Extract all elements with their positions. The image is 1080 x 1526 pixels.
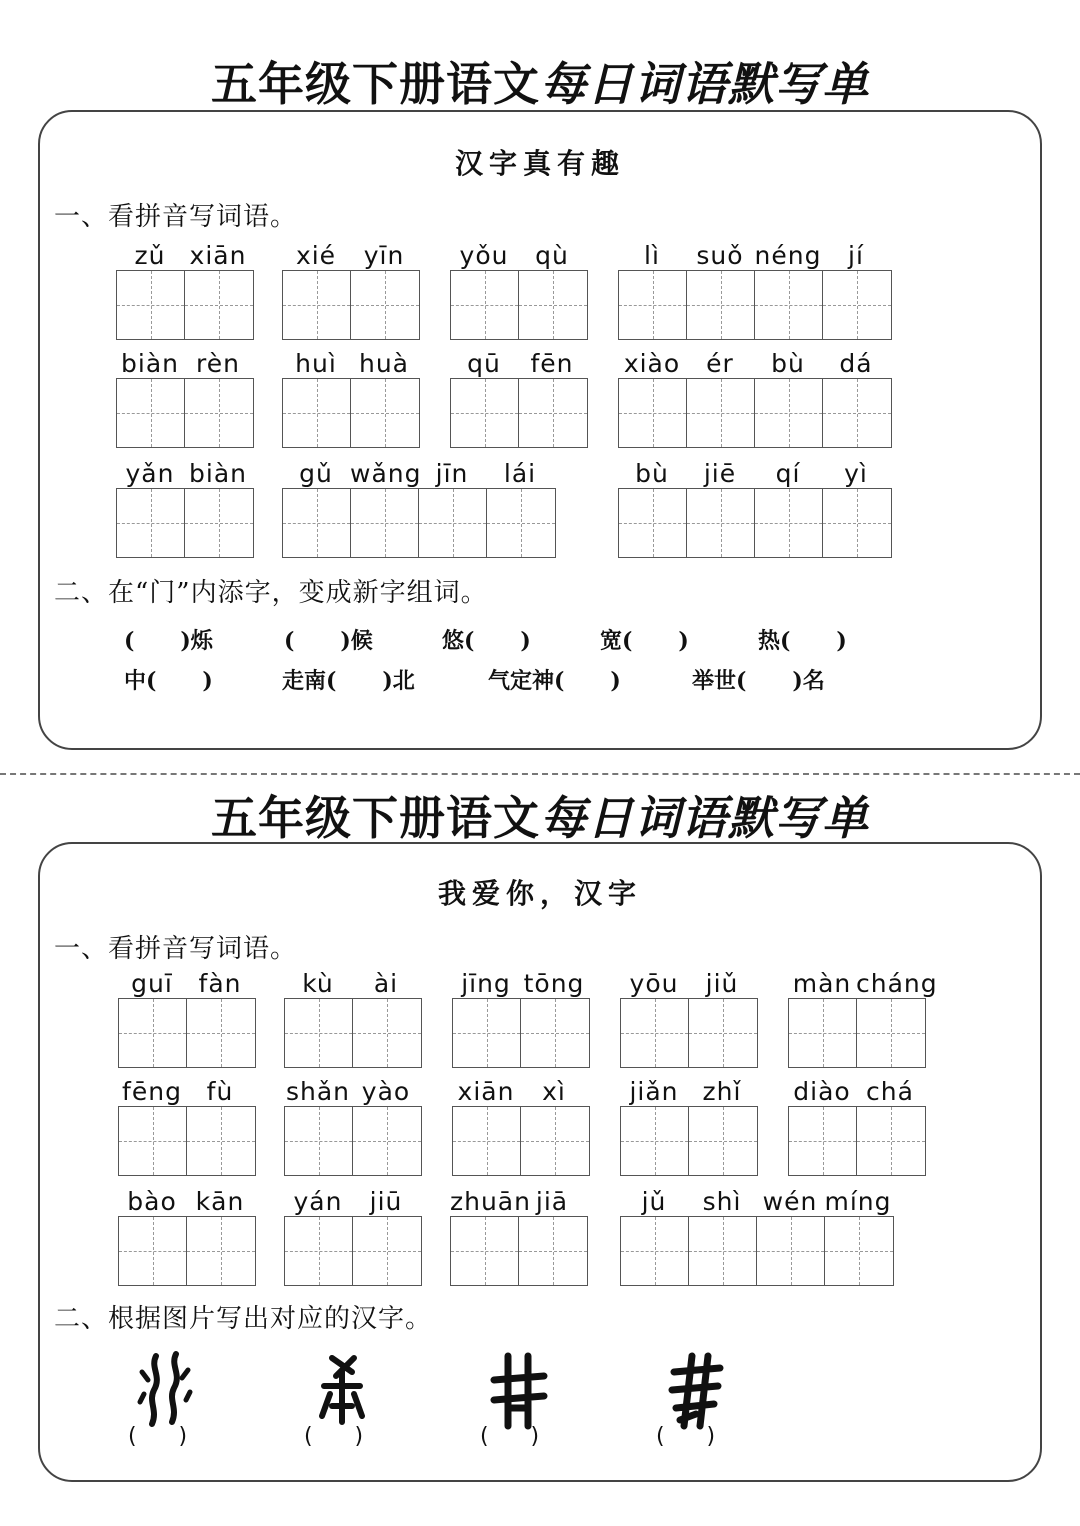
pinyin-syllable: xiān bbox=[457, 1077, 515, 1106]
pinyin-line bbox=[452, 1076, 590, 1106]
pinyin-syllable: xié bbox=[295, 241, 337, 270]
answer-parentheses: ( ) bbox=[304, 1424, 364, 1449]
pinyin-line bbox=[620, 1076, 758, 1106]
writing-cell[interactable] bbox=[117, 271, 185, 339]
writing-cell[interactable] bbox=[519, 379, 587, 447]
writing-cell[interactable] bbox=[117, 379, 185, 447]
page-title bbox=[0, 782, 1080, 848]
writing-cell[interactable] bbox=[353, 999, 421, 1067]
pinyin-syllable: fēng bbox=[122, 1077, 182, 1106]
pinyin-syllable: yì bbox=[844, 459, 868, 488]
pinyin-line bbox=[282, 240, 420, 270]
word-group bbox=[618, 240, 892, 340]
writing-grid bbox=[620, 1216, 894, 1286]
writing-grid bbox=[618, 270, 892, 340]
pinyin-syllable: yōu bbox=[629, 969, 679, 998]
writing-cell[interactable] bbox=[353, 1217, 421, 1285]
pinyin-syllable: néng bbox=[754, 241, 822, 270]
writing-cell[interactable] bbox=[419, 489, 487, 557]
word-group bbox=[788, 1076, 926, 1176]
worksheet-card-2 bbox=[38, 842, 1042, 1482]
pinyin-syllable: shǎn bbox=[285, 1077, 351, 1106]
title-part-a: 五年级下册语文 bbox=[211, 791, 540, 845]
writing-grid bbox=[618, 378, 892, 448]
writing-cell[interactable] bbox=[119, 999, 187, 1067]
pinyin-line bbox=[118, 1076, 256, 1106]
writing-cell[interactable] bbox=[353, 1107, 421, 1175]
word-group bbox=[284, 1076, 422, 1176]
fill-item: ( )候 bbox=[284, 628, 373, 654]
writing-grid bbox=[788, 1106, 926, 1176]
pinyin-syllable: huì bbox=[295, 349, 337, 378]
writing-cell[interactable] bbox=[487, 489, 555, 557]
writing-cell[interactable] bbox=[185, 489, 253, 557]
writing-cell[interactable] bbox=[451, 379, 519, 447]
writing-cell[interactable] bbox=[755, 271, 823, 339]
fill-item: 热( ) bbox=[758, 628, 847, 654]
pinyin-syllable: fàn bbox=[198, 969, 242, 998]
pinyin-syllable: kān bbox=[195, 1187, 245, 1216]
writing-grid bbox=[118, 1216, 256, 1286]
pinyin-syllable: suǒ bbox=[696, 241, 744, 270]
writing-cell[interactable] bbox=[285, 1107, 353, 1175]
writing-cell[interactable] bbox=[789, 999, 857, 1067]
pinyin-syllable: jiū bbox=[369, 1187, 403, 1216]
pinyin-syllable: lì bbox=[644, 241, 660, 270]
writing-grid bbox=[450, 378, 588, 448]
pinyin-syllable: fēn bbox=[530, 349, 574, 378]
pinyin-syllable: màn bbox=[792, 969, 852, 998]
pinyin-line bbox=[282, 348, 420, 378]
writing-grid bbox=[118, 1106, 256, 1176]
word-group bbox=[450, 240, 588, 340]
fill-item: 悠( ) bbox=[442, 628, 531, 654]
writing-cell[interactable] bbox=[283, 271, 351, 339]
writing-grid bbox=[450, 1216, 588, 1286]
writing-cell[interactable] bbox=[451, 1217, 519, 1285]
word-group bbox=[452, 1076, 590, 1176]
section-heading-pinyin: 一、看拼音写词语。 bbox=[54, 934, 298, 964]
pinyin-syllable: bù bbox=[771, 349, 805, 378]
writing-grid bbox=[284, 1106, 422, 1176]
word-group bbox=[620, 1076, 758, 1176]
word-group bbox=[282, 458, 556, 558]
writing-grid bbox=[282, 488, 556, 558]
writing-cell[interactable] bbox=[621, 999, 689, 1067]
pinyin-syllable: jiā bbox=[535, 1187, 569, 1216]
pinyin-syllable: tōng bbox=[523, 969, 585, 998]
writing-cell[interactable] bbox=[621, 1107, 689, 1175]
writing-grid bbox=[284, 1216, 422, 1286]
pinyin-syllable: dá bbox=[839, 349, 873, 378]
pinyin-syllable: zǔ bbox=[134, 241, 166, 270]
word-group bbox=[620, 1186, 894, 1286]
writing-cell[interactable] bbox=[187, 1217, 255, 1285]
pinyin-line bbox=[618, 458, 892, 488]
oracle-well-icon bbox=[478, 1350, 558, 1430]
pinyin-syllable: diào bbox=[793, 1077, 851, 1106]
section-heading-fill: 二、在“门”内添字，变成新字组词。 bbox=[54, 578, 488, 608]
pinyin-line bbox=[450, 1186, 588, 1216]
writing-cell[interactable] bbox=[283, 379, 351, 447]
writing-cell[interactable] bbox=[689, 1107, 757, 1175]
oracle-character-icon bbox=[656, 1350, 736, 1430]
pinyin-syllable: yán bbox=[293, 1187, 343, 1216]
writing-grid bbox=[620, 998, 758, 1068]
writing-cell[interactable] bbox=[619, 379, 687, 447]
word-group bbox=[618, 458, 892, 558]
pinyin-line bbox=[450, 348, 588, 378]
pinyin-syllable: bào bbox=[127, 1187, 177, 1216]
pinyin-syllable: zhuān bbox=[450, 1187, 531, 1216]
answer-parentheses: ( ) bbox=[480, 1424, 540, 1449]
worksheet-card-1 bbox=[38, 110, 1042, 750]
pinyin-line bbox=[118, 968, 256, 998]
pinyin-syllable: guī bbox=[131, 969, 173, 998]
writing-cell[interactable] bbox=[453, 999, 521, 1067]
writing-cell[interactable] bbox=[825, 1217, 893, 1285]
word-group bbox=[282, 240, 420, 340]
title-part-b: 每日词语默写单 bbox=[540, 57, 869, 111]
pinyin-line bbox=[116, 348, 254, 378]
pinyin-line bbox=[282, 458, 556, 488]
writing-cell[interactable] bbox=[823, 379, 891, 447]
cut-line-divider bbox=[0, 773, 1080, 775]
pinyin-syllable: chá bbox=[866, 1077, 914, 1106]
pinyin-syllable: jīn bbox=[435, 459, 469, 488]
pinyin-line bbox=[618, 240, 892, 270]
word-group bbox=[116, 348, 254, 448]
fill-item: 气定神( ) bbox=[488, 668, 621, 694]
writing-cell[interactable] bbox=[285, 999, 353, 1067]
word-group bbox=[116, 458, 254, 558]
writing-cell[interactable] bbox=[621, 1217, 689, 1285]
writing-cell[interactable] bbox=[755, 489, 823, 557]
pinyin-line bbox=[788, 1076, 926, 1106]
fill-item: 中( ) bbox=[124, 668, 213, 694]
pinyin-syllable: cháng bbox=[856, 969, 938, 998]
writing-grid bbox=[282, 270, 420, 340]
writing-cell[interactable] bbox=[857, 1107, 925, 1175]
pinyin-line bbox=[452, 968, 590, 998]
writing-grid bbox=[116, 378, 254, 448]
pinyin-syllable: yǒu bbox=[459, 241, 509, 270]
writing-cell[interactable] bbox=[119, 1217, 187, 1285]
word-group bbox=[618, 348, 892, 448]
writing-cell[interactable] bbox=[687, 489, 755, 557]
writing-cell[interactable] bbox=[823, 489, 891, 557]
pinyin-syllable: bù bbox=[635, 459, 669, 488]
answer-parentheses: ( ) bbox=[656, 1424, 716, 1449]
writing-cell[interactable] bbox=[285, 1217, 353, 1285]
word-group bbox=[282, 348, 420, 448]
writing-grid bbox=[452, 1106, 590, 1176]
pinyin-syllable: fù bbox=[206, 1077, 234, 1106]
pinyin-syllable: zhǐ bbox=[702, 1077, 742, 1106]
writing-grid bbox=[620, 1106, 758, 1176]
writing-cell[interactable] bbox=[857, 999, 925, 1067]
section-heading-pinyin: 一、看拼音写词语。 bbox=[54, 202, 298, 232]
writing-cell[interactable] bbox=[351, 271, 419, 339]
pinyin-syllable: xì bbox=[542, 1077, 566, 1106]
writing-grid bbox=[450, 270, 588, 340]
pinyin-line bbox=[620, 1186, 894, 1216]
writing-cell[interactable] bbox=[185, 379, 253, 447]
writing-cell[interactable] bbox=[283, 489, 351, 557]
pinyin-syllable: jiǔ bbox=[705, 969, 739, 998]
writing-grid bbox=[788, 998, 926, 1068]
writing-grid bbox=[116, 270, 254, 340]
fill-item: 走南( )北 bbox=[282, 668, 415, 694]
pinyin-line bbox=[116, 240, 254, 270]
pinyin-syllable: biàn bbox=[189, 459, 247, 488]
word-group bbox=[450, 1186, 588, 1286]
writing-grid bbox=[618, 488, 892, 558]
word-group bbox=[788, 968, 938, 1068]
pinyin-syllable: jiǎn bbox=[629, 1077, 679, 1106]
writing-cell[interactable] bbox=[687, 271, 755, 339]
oracle-character-icon bbox=[302, 1350, 382, 1430]
pinyin-syllable: huà bbox=[358, 349, 409, 378]
writing-cell[interactable] bbox=[119, 1107, 187, 1175]
word-group bbox=[620, 968, 758, 1068]
fill-item: 宽( ) bbox=[600, 628, 689, 654]
writing-cell[interactable] bbox=[451, 271, 519, 339]
lesson-title: 汉字真有趣 bbox=[454, 147, 625, 180]
pinyin-syllable: qù bbox=[535, 241, 569, 270]
writing-cell[interactable] bbox=[185, 271, 253, 339]
pinyin-syllable: rèn bbox=[196, 349, 240, 378]
pinyin-syllable: gǔ bbox=[299, 459, 333, 488]
pinyin-syllable: yǎn bbox=[125, 459, 175, 488]
writing-cell[interactable] bbox=[187, 999, 255, 1067]
writing-grid bbox=[118, 998, 256, 1068]
word-group bbox=[284, 1186, 422, 1286]
pinyin-line bbox=[620, 968, 758, 998]
pinyin-syllable: wén bbox=[762, 1187, 818, 1216]
pinyin-syllable: wǎng bbox=[350, 459, 422, 488]
writing-cell[interactable] bbox=[519, 1217, 587, 1285]
pinyin-syllable: jiē bbox=[703, 459, 737, 488]
writing-cell[interactable] bbox=[187, 1107, 255, 1175]
writing-cell[interactable] bbox=[453, 1107, 521, 1175]
writing-cell[interactable] bbox=[689, 999, 757, 1067]
title-part-b: 每日词语默写单 bbox=[540, 791, 869, 845]
section-heading-oracle: 二、根据图片写出对应的汉字。 bbox=[54, 1304, 433, 1334]
lesson-title: 我爱你，汉字 bbox=[437, 877, 642, 910]
writing-cell[interactable] bbox=[823, 271, 891, 339]
word-group bbox=[118, 968, 256, 1068]
word-group bbox=[450, 348, 588, 448]
writing-cell[interactable] bbox=[689, 1217, 757, 1285]
fill-item: ( )烁 bbox=[124, 628, 213, 654]
pinyin-syllable: míng bbox=[824, 1187, 892, 1216]
fill-item: 举世( )名 bbox=[692, 668, 825, 694]
pinyin-syllable: shì bbox=[702, 1187, 742, 1216]
pinyin-line bbox=[118, 1186, 256, 1216]
word-group bbox=[284, 968, 422, 1068]
pinyin-syllable: yào bbox=[361, 1077, 411, 1106]
pinyin-syllable: ér bbox=[706, 349, 734, 378]
pinyin-syllable: kù bbox=[302, 969, 334, 998]
writing-cell[interactable] bbox=[619, 489, 687, 557]
writing-grid bbox=[284, 998, 422, 1068]
pinyin-syllable: qū bbox=[467, 349, 501, 378]
word-group bbox=[452, 968, 590, 1068]
writing-cell[interactable] bbox=[351, 489, 419, 557]
word-group bbox=[118, 1186, 256, 1286]
answer-parentheses: ( ) bbox=[128, 1424, 188, 1449]
pinyin-syllable: biàn bbox=[121, 349, 179, 378]
writing-cell[interactable] bbox=[619, 271, 687, 339]
pinyin-syllable: xiào bbox=[623, 349, 681, 378]
oracle-water-icon bbox=[128, 1350, 208, 1430]
writing-cell[interactable] bbox=[757, 1217, 825, 1285]
pinyin-line bbox=[618, 348, 892, 378]
pinyin-line bbox=[284, 1186, 422, 1216]
writing-cell[interactable] bbox=[521, 999, 589, 1067]
pinyin-syllable: ài bbox=[373, 969, 399, 998]
writing-cell[interactable] bbox=[117, 489, 185, 557]
pinyin-syllable: lái bbox=[503, 459, 537, 488]
word-group bbox=[118, 1076, 256, 1176]
writing-cell[interactable] bbox=[519, 271, 587, 339]
pinyin-syllable: jīng bbox=[461, 969, 511, 998]
writing-cell[interactable] bbox=[755, 379, 823, 447]
writing-cell[interactable] bbox=[687, 379, 755, 447]
writing-cell[interactable] bbox=[351, 379, 419, 447]
page-title bbox=[0, 48, 1080, 114]
pinyin-syllable: yīn bbox=[363, 241, 405, 270]
pinyin-line bbox=[284, 1076, 422, 1106]
writing-cell[interactable] bbox=[521, 1107, 589, 1175]
pinyin-syllable: jǔ bbox=[641, 1187, 667, 1216]
pinyin-line bbox=[450, 240, 588, 270]
writing-grid bbox=[116, 488, 254, 558]
pinyin-syllable: qí bbox=[775, 459, 801, 488]
pinyin-line bbox=[788, 968, 938, 998]
writing-grid bbox=[282, 378, 420, 448]
pinyin-syllable: jí bbox=[848, 241, 864, 270]
pinyin-line bbox=[284, 968, 422, 998]
word-group bbox=[116, 240, 254, 340]
writing-cell[interactable] bbox=[789, 1107, 857, 1175]
title-part-a: 五年级下册语文 bbox=[211, 57, 540, 111]
pinyin-syllable: xiān bbox=[189, 241, 247, 270]
pinyin-line bbox=[116, 458, 254, 488]
writing-grid bbox=[452, 998, 590, 1068]
